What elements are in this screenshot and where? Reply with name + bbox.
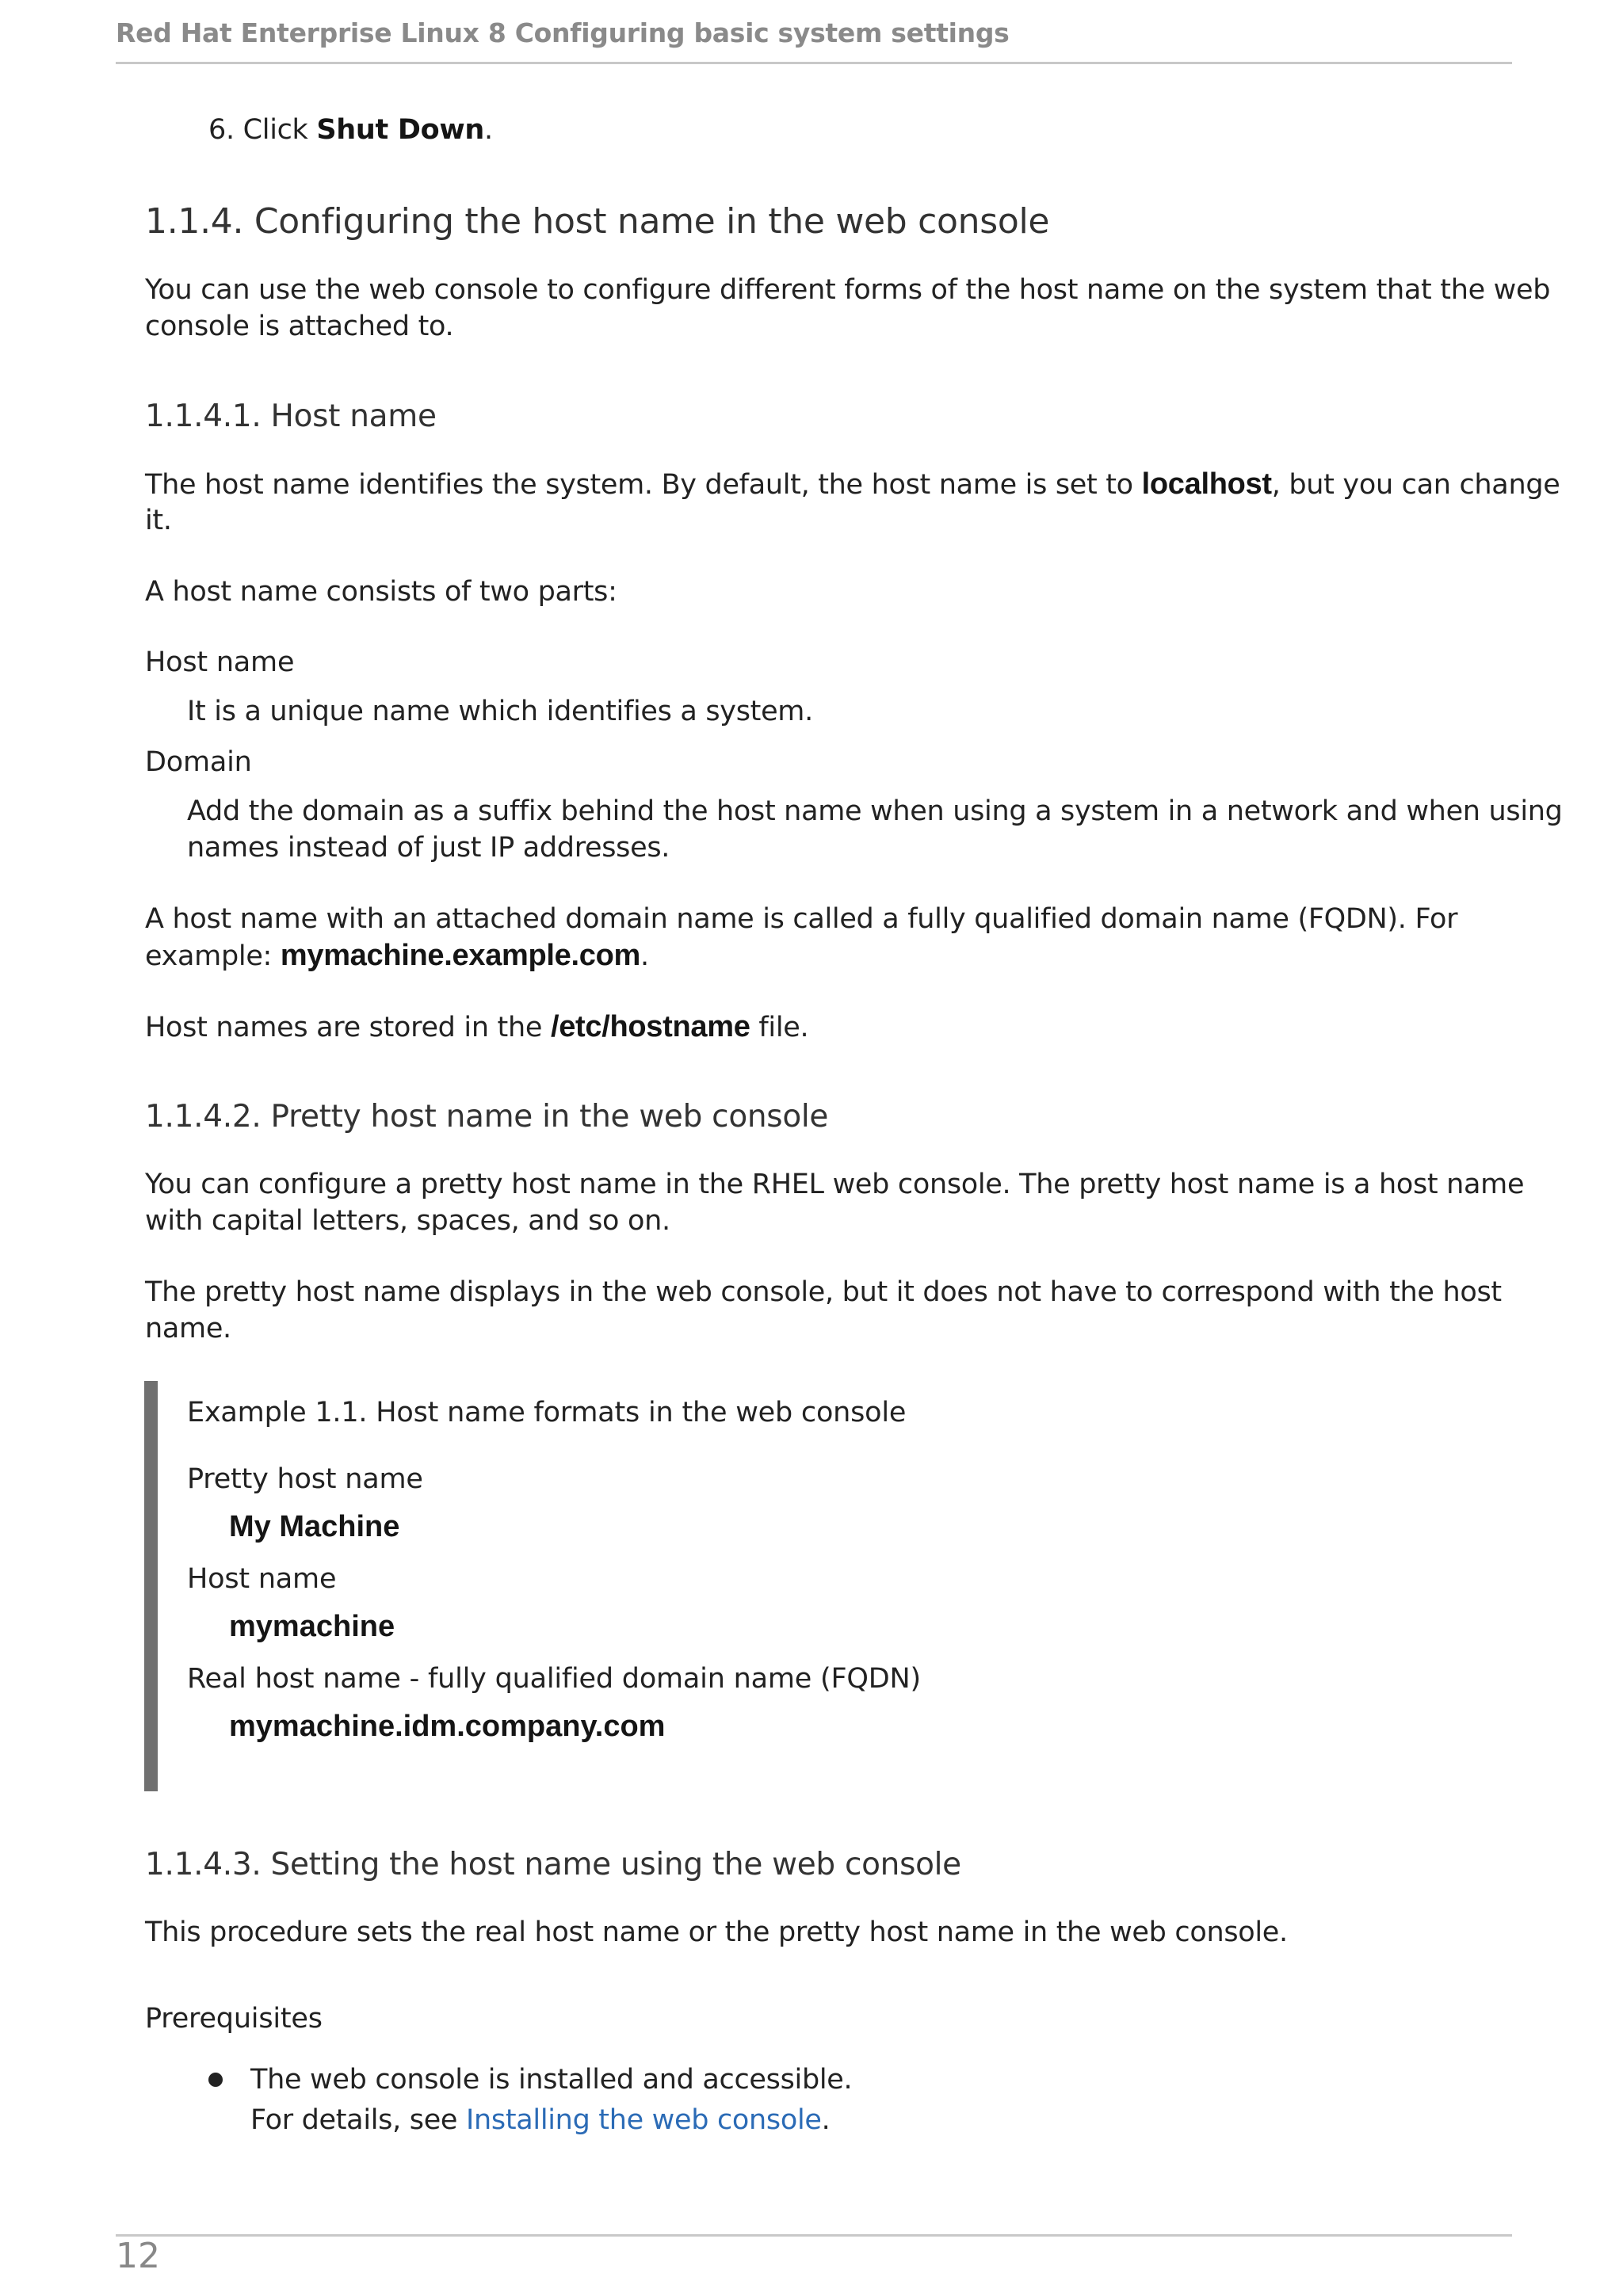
footer-rule	[116, 2234, 1512, 2237]
fqdn-para-line-1: A host name with an attached domain name is called a fully qualified domain name (FQDN). For	[145, 903, 1458, 935]
text-run: .	[821, 2104, 831, 2136]
example-term-pretty-host-name: Pretty host name	[187, 1463, 423, 1495]
text-run: , but you can change	[1271, 469, 1560, 501]
shut-down-label: Shut Down	[316, 114, 484, 146]
fqdn-para-line-2	[145, 937, 649, 974]
text-run: file.	[750, 1012, 809, 1043]
fqdn-example-value: mymachine.example.com	[280, 939, 641, 972]
pretty-para-1-line-2: with capital letters, spaces, and so on.	[145, 1205, 670, 1237]
example-value-fqdn: mymachine.idm.company.com	[229, 1710, 666, 1743]
term-domain: Domain	[145, 746, 252, 778]
host-name-para-line-2: it.	[145, 505, 172, 536]
step-6	[208, 112, 493, 148]
prereq-bullet-1-line-1: The web console is installed and accessible.	[250, 2064, 853, 2096]
hostname-file-path: /etc/hostname	[550, 1010, 750, 1043]
step-number: 6.	[208, 114, 235, 146]
example-term-host-name: Host name	[187, 1563, 337, 1595]
pretty-para-2-line-2: name.	[145, 1313, 231, 1344]
section-heading-1-1-4-3: 1.1.4.3. Setting the host name using the web console	[145, 1847, 961, 1882]
text-run: Host names are stored in the	[145, 1012, 551, 1043]
localhost-value: localhost	[1141, 467, 1272, 501]
section-1-1-4-intro-line-1: You can use the web console to configure different forms of the host name on the system that the web	[145, 274, 1551, 306]
step-suffix: .	[483, 114, 493, 146]
section-heading-1-1-4-2: 1.1.4.2. Pretty host name in the web console	[145, 1099, 829, 1135]
pretty-para-2-line-1: The pretty host name displays in the web console, but it does not have to correspond with the host	[145, 1276, 1502, 1308]
def-domain-line-2: names instead of just IP addresses.	[187, 832, 670, 864]
term-host-name: Host name	[145, 646, 295, 678]
text-run: For details, see	[250, 2104, 466, 2136]
example-term-fqdn: Real host name - fully qualified domain name (FQDN)	[187, 1663, 921, 1695]
host-name-parts-intro: A host name consists of two parts:	[145, 576, 617, 608]
example-sidebar-bar	[144, 1381, 158, 1791]
page-number: 12	[116, 2236, 160, 2276]
example-title: Example 1.1. Host name formats in the web console	[187, 1397, 907, 1428]
def-host-name: It is a unique name which identifies a system.	[187, 696, 813, 727]
hostname-file-para	[145, 1009, 808, 1046]
section-1-1-4-3-intro: This procedure sets the real host name or the pretty host name in the web console.	[145, 1917, 1288, 1948]
pretty-para-1-line-1: You can configure a pretty host name in the RHEL web console. The pretty host name is a host name	[145, 1169, 1525, 1200]
section-heading-1-1-4-1: 1.1.4.1. Host name	[145, 399, 437, 434]
section-heading-1-1-4: 1.1.4. Configuring the host name in the web console	[145, 201, 1050, 242]
prerequisites-heading: Prerequisites	[145, 2003, 323, 2035]
text-run: .	[640, 940, 649, 972]
bullet-icon	[208, 2073, 223, 2087]
def-domain-line-1: Add the domain as a suffix behind the host name when using a system in a network and when using	[187, 795, 1563, 827]
host-name-para-line-1	[145, 466, 1560, 503]
running-header: Red Hat Enterprise Linux 8 Configuring basic system settings	[116, 17, 1010, 48]
text-run: example:	[145, 940, 281, 972]
header-rule	[116, 62, 1512, 64]
prereq-bullet-1-line-2	[250, 2102, 830, 2138]
example-value-host-name: mymachine	[229, 1610, 395, 1643]
installing-web-console-link[interactable]: Installing the web console	[466, 2104, 822, 2136]
example-value-pretty-host-name: My Machine	[229, 1510, 400, 1543]
section-1-1-4-intro-line-2: console is attached to.	[145, 311, 454, 342]
step-prefix: Click	[242, 114, 317, 146]
text-run: The host name identifies the system. By default, the host name is set to	[145, 469, 1142, 501]
